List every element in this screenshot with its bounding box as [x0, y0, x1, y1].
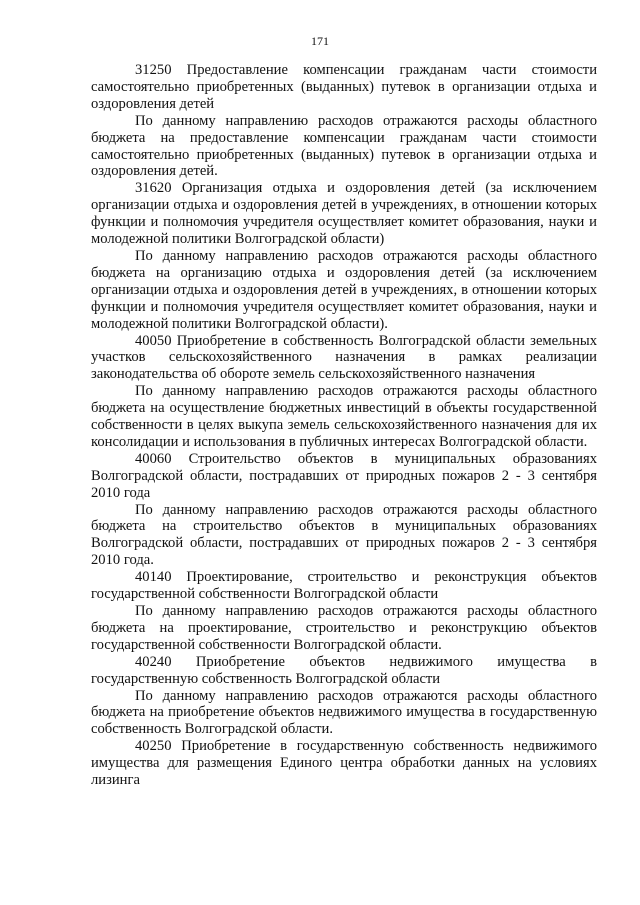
- page-number: 171: [311, 34, 329, 48]
- section-heading-40140: 40140 Проектирование, строительство и реконструкция объектов государственной собственности Волгоградской области: [91, 569, 597, 603]
- section-text-40140: По данному направлению расходов отражаются расходы областного бюджета на проектирование, строительство и реконструкцию объектов государственной собственности Волгоградской области.: [91, 603, 597, 653]
- section-text-40240: По данному направлению расходов отражаются расходы областного бюджета на приобретение объектов недвижимого имущества в государственную собственность Волгоградской области.: [91, 687, 597, 738]
- section-heading-40050: 40050 Приобретение в собственность Волгоградской области земельных участков сельскохозяйственного назначения в рамках реализации законодательства об обороте земель сельскохозяйственного назначения: [91, 332, 597, 383]
- section-text-31620: По данному направлению расходов отражаются расходы областного бюджета на организацию отдыха и оздоровления детей (за исключением организации отдыха и оздоровления детей в учреждениях, в отношении которых функции и полномочия учредителя осуществляет комитет образования, науки и молодежной политики Волгоградской области).: [91, 247, 597, 332]
- section-heading-40240: 40240 Приобретение объектов недвижимого имущества в государственную собственность Волгоградской области: [91, 653, 597, 687]
- section-text-31250: По данному направлению расходов отражаются расходы областного бюджета на предоставление компенсации гражданам части стоимости самостоятельно приобретенных (выданных) путевок в организации отдыха и оздоровления детей.: [91, 112, 597, 180]
- section-heading-31620: 31620 Организация отдыха и оздоровления детей (за исключением организации отдыха и оздоровления детей в учреждениях, в отношении которых функции и полномочия учредителя осуществляет комитет образования, науки и молодежной политики Волгоградской области): [91, 180, 597, 248]
- section-text-40050: По данному направлению расходов отражаются расходы областного бюджета на осуществление бюджетных инвестиций в объекты государственной собственности в целях выкупа земель сельскохозяйственного назначения для их консолидации и использования в публичных интересах Волгоградской области.: [91, 383, 597, 450]
- section-text-40060: По данному направлению расходов отражаются расходы областного бюджета на строительство объектов в муниципальных образованиях Волгоградской области, пострадавших от природных пожаров 2 - 3 сентября 2010 года.: [91, 501, 597, 569]
- section-heading-40060: 40060 Строительство объектов в муниципальных образованиях Волгоградской области, пострадавших от природных пожаров 2 - 3 сентября 2010 года: [91, 450, 597, 501]
- section-heading-31250: 31250 Предоставление компенсации гражданам части стоимости самостоятельно приобретенных (выданных) путевок в организации отдыха и оздоровления детей: [91, 62, 597, 112]
- document-body: [91, 62, 597, 789]
- section-heading-40250: 40250 Приобретение в государственную собственность недвижимого имущества для размещения Единого центра обработки данных на условиях лизинга: [91, 738, 597, 789]
